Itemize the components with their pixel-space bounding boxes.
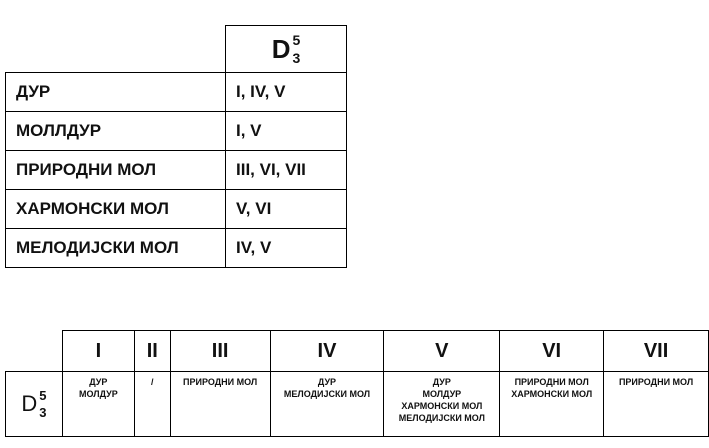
cell-line: МЕЛОДИЈСКИ МОЛ (283, 389, 371, 399)
mode-degrees: I, V (226, 112, 347, 151)
table-row (6, 190, 347, 229)
degree-header: IV (270, 331, 384, 372)
chord-sub: 3 (292, 50, 301, 66)
chord-figures (292, 33, 300, 65)
degree-cell-i (62, 372, 134, 437)
chord-figures (39, 389, 46, 419)
cell-line: ПРИРОДНИ МОЛ (183, 377, 258, 387)
cell-line: ХАРМОНСКИ МОЛ (401, 401, 483, 411)
modes-table-chord-header (226, 26, 347, 73)
mode-degrees: III, VI, VII (226, 151, 347, 190)
degree-cell-vii (604, 372, 709, 437)
modes-table-corner (6, 26, 226, 73)
table-row (6, 73, 347, 112)
degree-header: VI (500, 331, 604, 372)
mode-label: МОЛЛДУР (6, 112, 226, 151)
degree-header: VII (604, 331, 709, 372)
modes-table-header-row (6, 26, 347, 73)
degree-cell-iv (270, 372, 384, 437)
mode-label: ПРИРОДНИ МОЛ (6, 151, 226, 190)
table-row (6, 229, 347, 268)
cell-line: МОЛДУР (422, 389, 462, 399)
table-row (6, 151, 347, 190)
degree-cell-vi (500, 372, 604, 437)
chord-symbol (272, 33, 301, 65)
mode-degrees: IV, V (226, 229, 347, 268)
cell-line: МОЛДУР (78, 389, 118, 399)
cell-line: ПРИРОДНИ МОЛ (514, 377, 589, 387)
cell-line: ПРИРОДНИ МОЛ (618, 377, 694, 387)
modes-table (5, 25, 347, 268)
mode-label: МЕЛОДИЈСКИ МОЛ (6, 229, 226, 268)
cell-line: ДУР (432, 377, 451, 387)
degrees-data-row (6, 372, 709, 437)
degree-header: II (134, 331, 170, 372)
degree-cell-v (384, 372, 500, 437)
table-row (6, 112, 347, 151)
degrees-table (5, 330, 709, 437)
mode-degrees: V, VI (226, 190, 347, 229)
degree-header: I (62, 331, 134, 372)
degree-cell-iii (170, 372, 270, 437)
degree-header: V (384, 331, 500, 372)
degree-cell-ii (134, 372, 170, 437)
mode-label: ДУР (6, 73, 226, 112)
degrees-table-corner (6, 331, 63, 372)
chord-sup: 5 (39, 388, 47, 403)
chord-sub: 3 (39, 405, 47, 420)
chord-sup: 5 (292, 32, 301, 48)
degree-header: III (170, 331, 270, 372)
cell-line: / (151, 377, 154, 387)
degrees-header-row (6, 331, 709, 372)
mode-label: ХАРМОНСКИ МОЛ (6, 190, 226, 229)
mode-degrees: I, IV, V (226, 73, 347, 112)
chord-base: D (271, 34, 291, 64)
degrees-row-header (6, 372, 63, 437)
chord-symbol (21, 389, 46, 419)
cell-line: МЕЛОДИЈСКИ МОЛ (398, 413, 485, 423)
cell-line: ДУР (89, 377, 108, 387)
chord-base: D (21, 391, 38, 416)
cell-line: ХАРМОНСКИ МОЛ (511, 389, 593, 399)
cell-line: ДУР (317, 377, 337, 387)
